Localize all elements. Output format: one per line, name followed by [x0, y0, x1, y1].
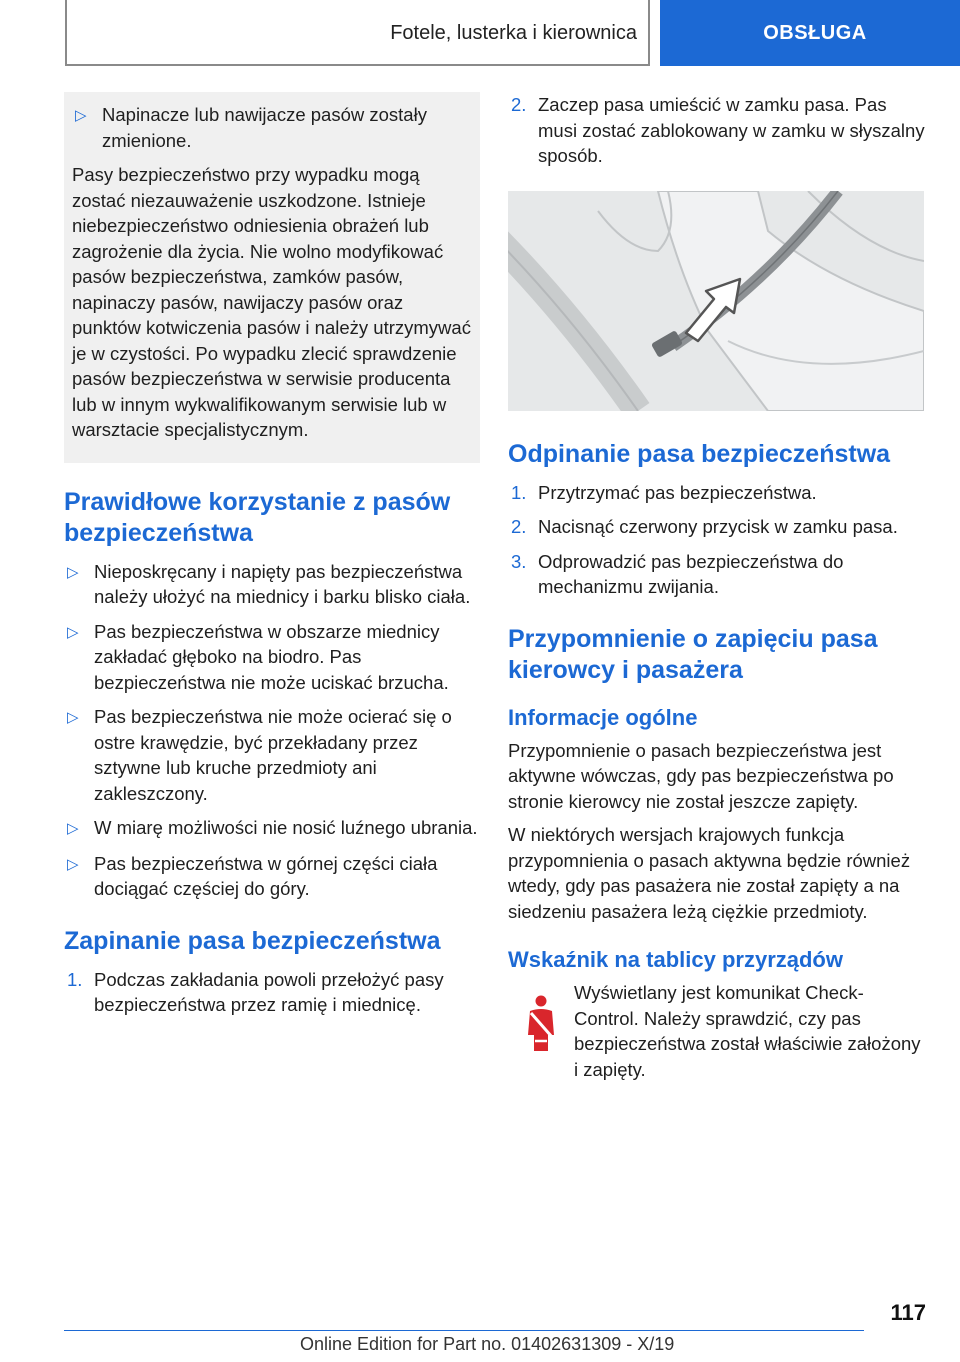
footer-edition: Online Edition for Part no. 01402631309 - X/19: [300, 1334, 675, 1354]
list-item: ▷ Nieposkręcany i napięty pas bezpieczeństwa należy ułożyć na miednicy i barku blisko ciała.: [64, 559, 480, 610]
step-item: 2. Zaczep pasa umieścić w zamku pasa. Pas musi zostać zablokowany w zamku w słyszalny sposób.: [511, 94, 925, 166]
triangle-bullet-icon: ▷: [67, 709, 79, 726]
seatbelt-buckle-illustration: [508, 191, 924, 411]
note-text: Pasy bezpieczeństwo przy wypadku mogą zostać niezauważenie uszkodzone. Istnieje niebezpieczeństwo odniesienia obrażeń lub zagrożenie dla życia. Nie wolno modyfikować pasów bezpieczeństwa, zamków pasów, napinaczy pasów, nawijaczy pasów oraz punktów kotwiczenia pasów i należy utrzymywać je w czystości. Po wypadku zlecić sprawdzenie pasów bezpieczeństwa w serwisie producenta lub w innym wykwalifikowanym serwisie lub w warsztacie specjalistycznym.: [72, 164, 471, 440]
list-item: ▷ Pas bezpieczeństwa w górnej części ciała dociągać częściej do góry.: [64, 851, 480, 902]
list-item: ▷ Pas bezpieczeństwa w obszarze miednicy zakładać głęboko na biodro. Pas bezpieczeństwa nie może uciskać brzucha.: [64, 619, 480, 696]
header-rule: [648, 0, 650, 66]
heading-general-info: Informacje ogólne: [508, 704, 698, 730]
note-box: [64, 92, 480, 463]
list-item: ▷ Napinacze lub nawijacze pasów zostały zmienione.: [72, 102, 472, 153]
list-item: ▷ Pas bezpieczeństwa nie może ocierać się o ostre krawędzie, być przekładany przez sztywne lub kruche przedmioty ani zakleszczony.: [64, 704, 480, 806]
paragraph: W niektórych wersjach krajowych funkcja przypomnienia o pasach aktywna będzie również wtedy, gdy pas pasażera nie został zapięty a na siedzeniu pasażera leżą ciężkie przedmioty.: [508, 824, 911, 922]
seat-illustration-icon: [508, 191, 924, 411]
right-column: [508, 92, 926, 1082]
page-number: 117: [890, 1300, 926, 1325]
paragraph: Przypomnienie o pasach bezpieczeństwa jest aktywne wówczas, gdy pas bezpieczeństwa po stronie kierowcy nie został jeszcze zapięty.: [508, 739, 894, 812]
heading-reminder: Przypomnienie o zapięciu pasa kierowcy i pasażera: [508, 624, 878, 684]
heading-unfasten: Odpinanie pasa bezpieczeństwa: [508, 439, 891, 468]
step-item: 2. Nacisnąć czerwony przycisk w zamku pasa.: [511, 516, 898, 537]
left-column: [64, 92, 480, 1027]
chapter-tab[interactable]: OBSŁUGA: [660, 0, 960, 66]
indicator-block: [508, 980, 926, 1082]
footer-rule: [64, 1330, 864, 1331]
step-item: 1. Podczas zakładania powoli przełożyć pasy bezpieczeństwa przez ramię i miednicę.: [67, 968, 444, 1015]
triangle-bullet-icon: ▷: [67, 855, 79, 873]
triangle-bullet-icon: ▷: [67, 623, 79, 641]
indicator-text: Wyświetlany jest komunikat Check-Control. Należy sprawdzić, czy pas bezpieczeństwa został właściwie założony i zapięty.: [574, 982, 921, 1080]
triangle-bullet-icon: ▷: [67, 820, 79, 837]
triangle-bullet-icon: ▷: [67, 563, 79, 581]
triangle-bullet-icon: ▷: [75, 107, 87, 124]
header-rule: [65, 64, 650, 66]
bullet-list: [64, 559, 480, 902]
seatbelt-warning-icon: [508, 984, 574, 1064]
section-title: Fotele, lusterka i kierownica: [390, 22, 637, 44]
heading-correct-use: Prawidłowe korzystanie z pasów bezpieczeństwa: [64, 487, 451, 547]
step-item: 1. Przytrzymać pas bezpieczeństwa.: [511, 481, 817, 503]
heading-fasten: Zapinanie pasa bezpieczeństwa: [64, 926, 441, 955]
step-item: 3. Odprowadzić pas bezpieczeństwa do mechanizmu zwijania.: [511, 550, 844, 597]
list-item: ▷ W miarę możliwości nie nosić luźnego ubrania.: [64, 815, 480, 842]
heading-indicator: Wskaźnik na tablicy przyrządów: [508, 947, 843, 972]
